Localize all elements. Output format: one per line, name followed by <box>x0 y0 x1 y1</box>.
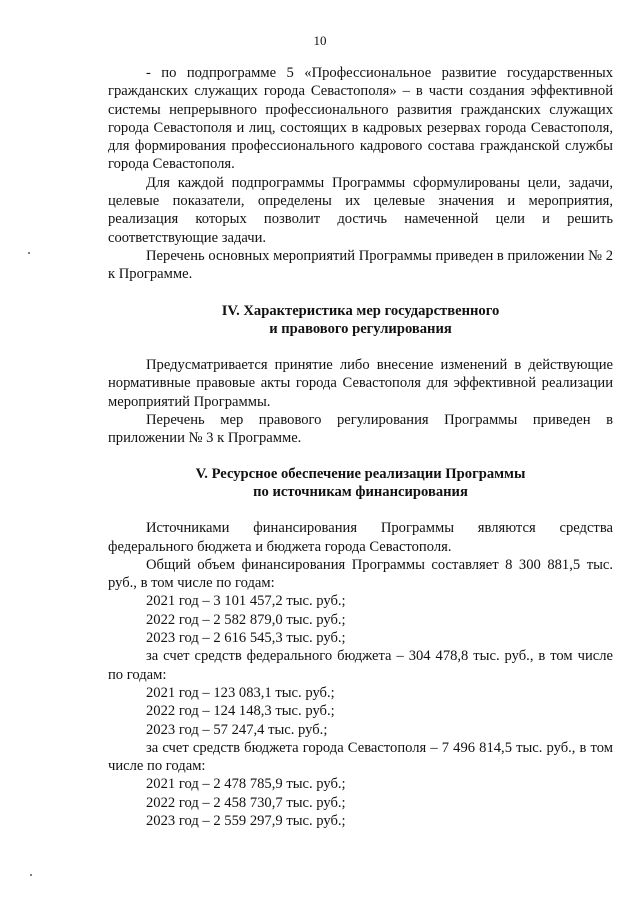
section-4-heading-line-2: и правового регулирования <box>269 320 452 337</box>
section-5-heading-line-1: V. Ресурсное обеспечение реализации Программы <box>195 465 526 482</box>
subprogram-5-paragraph: - по подпрограмме 5 «Профессиональное развитие государственных гражданских служащих города Севастополя» – в части создания эффективной системы непрерывного профессионального развития гражданских служащих города Севастополя и лиц, состоящих в кадровых резервах города Севастополя, для формирования профессионального кадрового состава гражданской службы города Севастополя. <box>108 65 613 173</box>
federal-year-2023: 2023 год – 57 247,4 тыс. руб.; <box>146 721 328 738</box>
federal-year-2022: 2022 год – 124 148,3 тыс. руб.; <box>146 703 335 720</box>
total-year-2023: 2023 год – 2 616 545,3 тыс. руб.; <box>146 630 346 647</box>
regulation-list-paragraph: Перечень мер правового регулирования Программы приведен в приложении № 3 к Программе. <box>108 412 613 447</box>
scan-speck <box>28 252 30 254</box>
section-4-heading-line-1: IV. Характеристика мер государственного <box>221 302 500 319</box>
regulation-paragraph: Предусматривается принятие либо внесение изменений в действующие нормативные правовые акты города Севастополя для эффективной реализации мероприятий Программы. <box>108 357 613 410</box>
federal-year-2021: 2021 год – 123 083,1 тыс. руб.; <box>146 684 335 701</box>
total-year-2022: 2022 год – 2 582 879,0 тыс. руб.; <box>146 611 346 628</box>
activities-list-paragraph: Перечень основных мероприятий Программы приведен в приложении № 2 к Программе. <box>108 247 613 283</box>
page-number: 10 <box>313 33 327 48</box>
total-year-2021: 2021 год – 3 101 457,2 тыс. руб.; <box>146 593 346 610</box>
section-5-heading-line-2: по источникам финансирования <box>253 483 468 500</box>
city-year-2021: 2021 год – 2 478 785,9 тыс. руб.; <box>146 776 346 793</box>
city-year-2022: 2022 год – 2 458 730,7 тыс. руб.; <box>146 794 346 811</box>
section-5-body <box>108 519 613 830</box>
city-funding-paragraph: за счет средств бюджета города Севастополя – 7 496 814,5 тыс. руб., в том числе по годам: <box>108 739 613 775</box>
document-body <box>108 64 613 830</box>
scan-speck <box>30 874 32 876</box>
goals-paragraph: Для каждой подпрограммы Программы сформулированы цели, задачи, целевые показатели, определены их целевые значения и мероприятия, реализация которых позволит достичь намеченной цели и решить соответствующие задачи. <box>108 174 613 246</box>
section-4-body <box>108 356 613 447</box>
total-funding-paragraph: Общий объем финансирования Программы составляет 8 300 881,5 тыс. руб., в том числе по годам: <box>108 556 613 592</box>
federal-funding-paragraph: за счет средств федерального бюджета – 304 478,8 тыс. руб., в том числе по годам: <box>108 648 613 683</box>
section-5-heading <box>108 465 613 502</box>
section-4-heading <box>108 302 613 339</box>
funding-sources-paragraph: Источниками финансирования Программы являются средства федерального бюджета и бюджета города Севастополя. <box>108 520 613 555</box>
city-year-2023: 2023 год – 2 559 297,9 тыс. руб.; <box>146 812 346 829</box>
